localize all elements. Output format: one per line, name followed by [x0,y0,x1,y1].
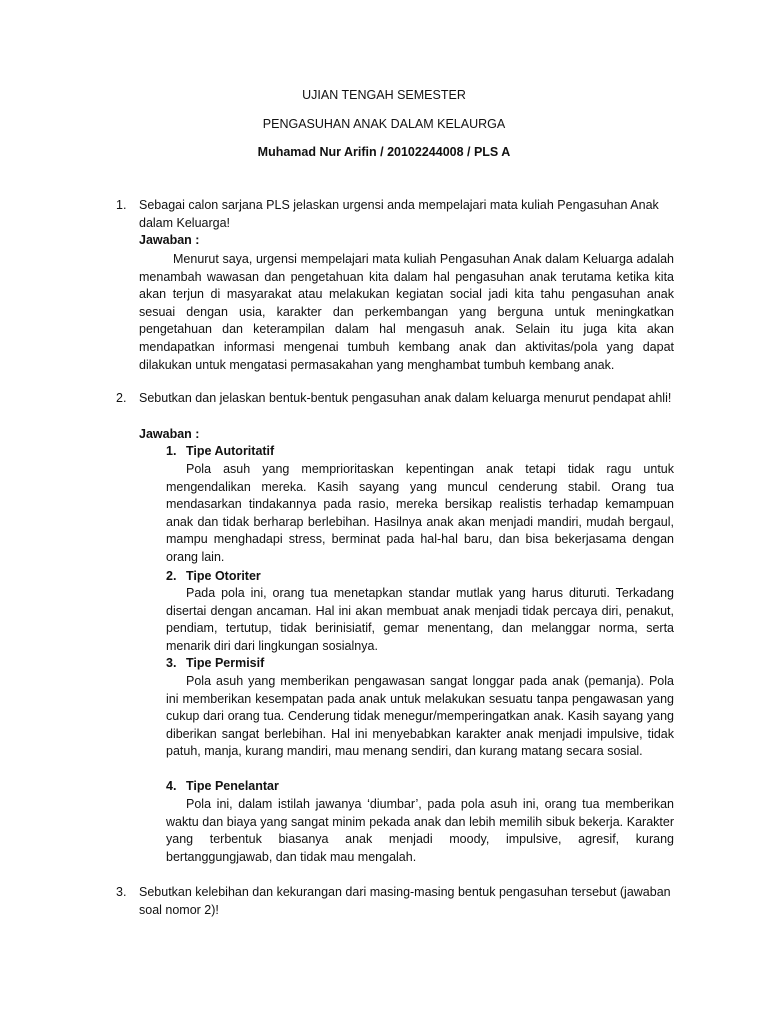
question-1-answer: Menurut saya, urgensi mempelajari mata kuliah Pengasuhan Anak dalam Keluarga adalah menambah wawasan dan pengetahuan kita dalam hal pengasuhan anak terutama ketika kita akan terjun di masyarakat atau melakukan kegiatan social jadi kita tahu pengasuhan anak sesuai dengan usia, karakter dan perkembangan yang berguna untuk meningkatkan pengetahuan dan keterampilan dalam hal mengasuh anak. Selain itu juga kita akan mendapatkan informasi mengenai tumbuh kembang anak dan aktivitas/pola yang dapat dilakukan untuk mengatasi permasakahan yang menghambat tumbuh kembang anak. [139,252,674,372]
type-4-text: Pola ini, dalam istilah jawanya ‘diumbar’, pada pola asuh ini, orang tua memberikan waktu dan biaya yang sangat minim pekada anak dan lebih memilih sibuk bekerja. Karakter yang terbentuk biasanya anak menjadi moody, impulsive, agresif, kurang bertanggungjawab, dan tidak mau mengalah. [166,797,674,864]
type-1-title: Tipe Autoritatif [186,444,275,458]
type-2-text: Pada pola ini, orang tua menetapkan standar mutlak yang harus dituruti. Terkadang disertai dengan ancaman. Hal ini akan membuat anak menjadi tidak percaya diri, penakut, pendiam, tertutup, tidak berinisiatif, gemar menentang, dan melanggar norma, serta menarik diri dari lingkungan sosialnya. [166,586,674,653]
type-2-title: Tipe Otoriter [186,569,261,583]
question-1-text: Sebagai calon sarjana PLS jelaskan urgensi anda mempelajari mata kuliah Pengasuhan Anak dalam Keluarga! [139,198,659,230]
type-4-number: 4. [166,779,177,793]
type-4-title: Tipe Penelantar [186,779,279,793]
question-3-number: 3. [116,885,127,899]
exam-title: UJIAN TENGAH SEMESTER [302,88,466,102]
question-2-text: Sebutkan dan jelaskan bentuk-bentuk pengasuhan anak dalam keluarga menurut pendapat ahli! [139,391,672,405]
type-1-text: Pola asuh yang memprioritaskan kepentingan anak tetapi tidak ragu untuk mengendalikan mereka. Kasih sayang yang muncul cenderung stabil. Orang tua mendasarkan tindakannya pada rasio, mereka bersikap realistis terhadap kemampuan anak dan tidak berharap berlebihan. Hasilnya anak akan menjadi mandiri, mudah bergaul, mampu menghadapi stress, berminat pada hal-hal baru, dan bisa bekerjasama dengan orang lain. [166,462,674,564]
question-2-answer-label: Jawaban : [139,427,200,441]
question-2-number: 2. [116,391,127,405]
course-title: PENGASUHAN ANAK DALAM KELAURGA [262,117,506,131]
question-1-number: 1. [116,198,127,212]
type-1-number: 1. [166,444,177,458]
question-3-text: Sebutkan kelebihan dan kekurangan dari masing-masing bentuk pengasuhan tersebut (jawaban soal nomor 2)! [139,885,671,917]
student-info: Muhamad Nur Arifin / 20102244008 / PLS A [257,145,511,159]
type-3-text: Pola asuh yang memberikan pengawasan sangat longgar pada anak (pemanja). Pola ini memberikan kesempatan pada anak untuk melakukan sesuatu tanpa pengawasan yang cukup dari orang tua. Cenderung tidak menegur/memperingatkan anak. Kasih sayang yang diberikan sangat berlebihan. Hal ini menyebabkan karakter anak menjadi impulsive, tidak patuh, manja, kurang mandiri, mau menang sendiri, dan kurang matang secara sosial. [166,674,674,759]
type-3-number: 3. [166,656,177,670]
question-1-answer-label: Jawaban : [139,233,200,247]
type-3-title: Tipe Permisif [186,656,265,670]
type-2-number: 2. [166,569,177,583]
